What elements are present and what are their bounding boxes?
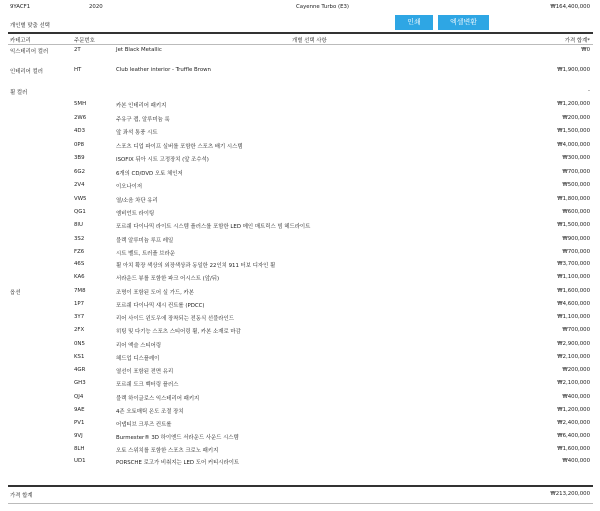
column-header-description: 개별 선택 사항: [292, 38, 327, 44]
table-row: [0, 352, 600, 363]
table-row: [0, 286, 600, 297]
vehicle-summary-bar: [0, 0, 600, 15]
table-row: [0, 444, 600, 455]
row-price: ₩500,000: [562, 182, 590, 188]
row-price: ₩3,700,000: [557, 261, 590, 267]
row-code: 9VJ: [74, 433, 83, 439]
model-name: Cayenne Turbo (E3): [296, 4, 350, 10]
row-description: 포르쉐 다이나믹 라이트 시스템 플러스를 포함한 LED 메인 매트릭스 빔 헤드라이트: [116, 224, 311, 230]
total-row: [0, 488, 600, 500]
row-code: 3Y7: [74, 314, 85, 320]
row-code: 4D3: [74, 128, 86, 134]
table-row: [0, 272, 600, 283]
total-value: ₩213,200,000: [550, 491, 590, 497]
row-price: ₩1,600,000: [557, 288, 590, 294]
row-price: ₩4,000,000: [557, 142, 590, 148]
print-button[interactable]: 인쇄: [395, 15, 433, 30]
table-row: [0, 339, 600, 350]
row-category: 인테리어 컬러: [10, 69, 43, 75]
row-price: ₩1,500,000: [557, 222, 590, 228]
table-row: [0, 259, 600, 270]
row-description: 어댑티브 크루즈 컨트롤: [116, 422, 172, 428]
row-price: ₩2,400,000: [557, 420, 590, 426]
row-code: 46S: [74, 261, 85, 267]
row-code: 9AE: [74, 407, 85, 413]
row-code: PV1: [74, 420, 85, 426]
row-description: 리어 사이드 윈도우에 장착되는 전동식 선블라인드: [116, 316, 234, 322]
row-price: ₩1,100,000: [557, 274, 590, 280]
section-title: 개인별 맞춤 선택: [10, 23, 50, 29]
row-description: 시트 벨트, 트러플 브라운: [116, 251, 175, 257]
row-code: UD1: [74, 458, 86, 464]
row-price: ₩0: [581, 47, 590, 53]
table-row: [0, 312, 600, 323]
row-code: 6G2: [74, 169, 86, 175]
row-price: ₩700,000: [562, 169, 590, 175]
model-code: 9YACF1: [10, 4, 31, 10]
row-code: FZ6: [74, 249, 85, 255]
column-header-price: 가격 합계*: [564, 38, 590, 44]
table-row: [0, 418, 600, 429]
table-row: [0, 392, 600, 403]
table-row: [0, 65, 600, 76]
table-row: [0, 365, 600, 376]
table-row: [0, 45, 600, 56]
row-description: 스포츠 디업 파이프 실버를 포함한 스포츠 배기 시스템: [116, 144, 243, 150]
row-code: 2V4: [74, 182, 85, 188]
row-price: ₩900,000: [562, 236, 590, 242]
row-description: Club leather interior - Truffle Brown: [116, 67, 211, 73]
table-row: [0, 99, 600, 110]
row-description: ISOFIX 뒤아 시트 고정장치 (앞 조수석): [116, 157, 209, 163]
row-price: ₩600,000: [562, 209, 590, 215]
table-row: [0, 194, 600, 205]
row-description: 6개의 CD/DVD 오토 체인저: [116, 171, 183, 177]
row-price: -: [588, 88, 590, 94]
row-price: ₩200,000: [562, 367, 590, 373]
row-code: 3B9: [74, 155, 85, 161]
row-description: 엠비언트 라이팅: [116, 211, 155, 217]
row-description: 조명이 포함된 도어 실 가드, 카본: [116, 290, 194, 296]
row-description: PORSCHE 로고가 비춰지는 LED 도어 커티시라이트: [116, 460, 240, 466]
row-description: 블랙 알루미늄 루프 레일: [116, 238, 174, 244]
row-description: 4존 오토매틱 온도 조절 장치: [116, 409, 184, 415]
row-description: 열선이 포함된 전면 유리: [116, 369, 174, 375]
row-price: ₩400,000: [562, 458, 590, 464]
row-code: KS1: [74, 354, 85, 360]
row-description: 서라운드 뷰를 포함한 파크 어시스트 (앞/뒤): [116, 276, 220, 282]
row-description: 주유구 캡, 알루미늄 룩: [116, 117, 170, 123]
table-header: [0, 34, 600, 44]
divider: [8, 485, 593, 487]
row-price: ₩1,200,000: [557, 101, 590, 107]
row-category: 휠 컬러: [10, 90, 28, 96]
column-header-category: 카테고리: [10, 38, 31, 44]
row-code: 5MH: [74, 101, 87, 107]
row-code: 2T: [74, 47, 81, 53]
section-header: [0, 15, 600, 32]
row-price: ₩2,900,000: [557, 341, 590, 347]
row-description: 리어 액슬 스티어링: [116, 343, 162, 349]
row-code: 7M8: [74, 288, 86, 294]
row-price: ₩4,600,000: [557, 301, 590, 307]
row-code: 0N5: [74, 341, 85, 347]
table-row: [0, 113, 600, 124]
row-code: QJ4: [74, 394, 84, 400]
row-price: ₩1,500,000: [557, 128, 590, 134]
excel-export-button[interactable]: 엑셀변환: [438, 15, 489, 30]
row-code: 1P7: [74, 301, 85, 307]
row-code: GH3: [74, 380, 86, 386]
table-row: [0, 456, 600, 467]
row-description: 이오나이저: [116, 184, 143, 190]
row-code: 8LH: [74, 446, 85, 452]
row-description: 카본 인테리어 패키지: [116, 103, 167, 109]
table-row: [0, 431, 600, 442]
row-price: ₩2,100,000: [557, 380, 590, 386]
row-code: 0P8: [74, 142, 85, 148]
row-description: 블랙 하이글로스 익스테리어 패키지: [116, 396, 200, 402]
column-header-code: 주문번호: [74, 38, 95, 44]
table-row: [0, 207, 600, 218]
table-row: [0, 247, 600, 258]
row-price: ₩700,000: [562, 327, 590, 333]
row-code: KA6: [74, 274, 85, 280]
row-description: 오토 스위치를 포함한 스포츠 크로노 패키지: [116, 448, 219, 454]
table-row: [0, 126, 600, 137]
row-code: 2FX: [74, 327, 85, 333]
model-year: 2020: [89, 4, 103, 10]
table-row: [0, 220, 600, 231]
row-category: 익스테리어 컬러: [10, 49, 49, 55]
row-price: ₩700,000: [562, 249, 590, 255]
table-row: [0, 405, 600, 416]
row-code: 8IU: [74, 222, 83, 228]
base-price: ₩164,400,000: [550, 4, 590, 10]
row-code: 4GR: [74, 367, 86, 373]
row-price: ₩200,000: [562, 115, 590, 121]
table-row: [0, 378, 600, 389]
divider: [8, 503, 593, 504]
row-description: 휠 아치 확장 색상의 외장색상과 동일한 22인치 911 터보 디자인 휠: [116, 263, 276, 269]
row-code: HT: [74, 67, 82, 73]
table-row: [0, 234, 600, 245]
table-row: [0, 153, 600, 164]
row-description: 포르쉐 다이나믹 섀시 컨트롤 (PDCC): [116, 303, 205, 309]
row-price: ₩400,000: [562, 394, 590, 400]
row-price: ₩1,600,000: [557, 446, 590, 452]
row-price: ₩1,200,000: [557, 407, 590, 413]
row-description: Burmester® 3D 하이엔드 서라운드 사운드 시스템: [116, 435, 239, 441]
table-row: [0, 167, 600, 178]
row-description: 헤드업 디스플레이: [116, 356, 160, 362]
table-row: [0, 86, 600, 97]
row-code: QG1: [74, 209, 86, 215]
table-row: [0, 140, 600, 151]
row-code: VW5: [74, 196, 87, 202]
row-price: ₩1,800,000: [557, 196, 590, 202]
row-description: Jet Black Metallic: [116, 47, 162, 53]
row-description: 포르쉐 도크 벡터링 플러스: [116, 382, 179, 388]
table-row: [0, 180, 600, 191]
row-price: ₩6,400,000: [557, 433, 590, 439]
row-description: 열/소음 차단 유리: [116, 198, 158, 204]
table-row: [0, 299, 600, 310]
row-price: ₩2,100,000: [557, 354, 590, 360]
table-row: [0, 325, 600, 336]
row-description: 히팅 및 다기능 스포츠 스티어링 휠, 카본 소재로 마감: [116, 329, 241, 335]
row-category: 옵션: [10, 290, 21, 296]
row-price: ₩1,900,000: [557, 67, 590, 73]
row-price: ₩300,000: [562, 155, 590, 161]
row-code: 2W6: [74, 115, 87, 121]
total-label: 가격 합계: [10, 493, 33, 499]
row-code: 3S2: [74, 236, 85, 242]
row-price: ₩1,100,000: [557, 314, 590, 320]
row-description: 앞 좌석 통풍 시트: [116, 130, 158, 136]
